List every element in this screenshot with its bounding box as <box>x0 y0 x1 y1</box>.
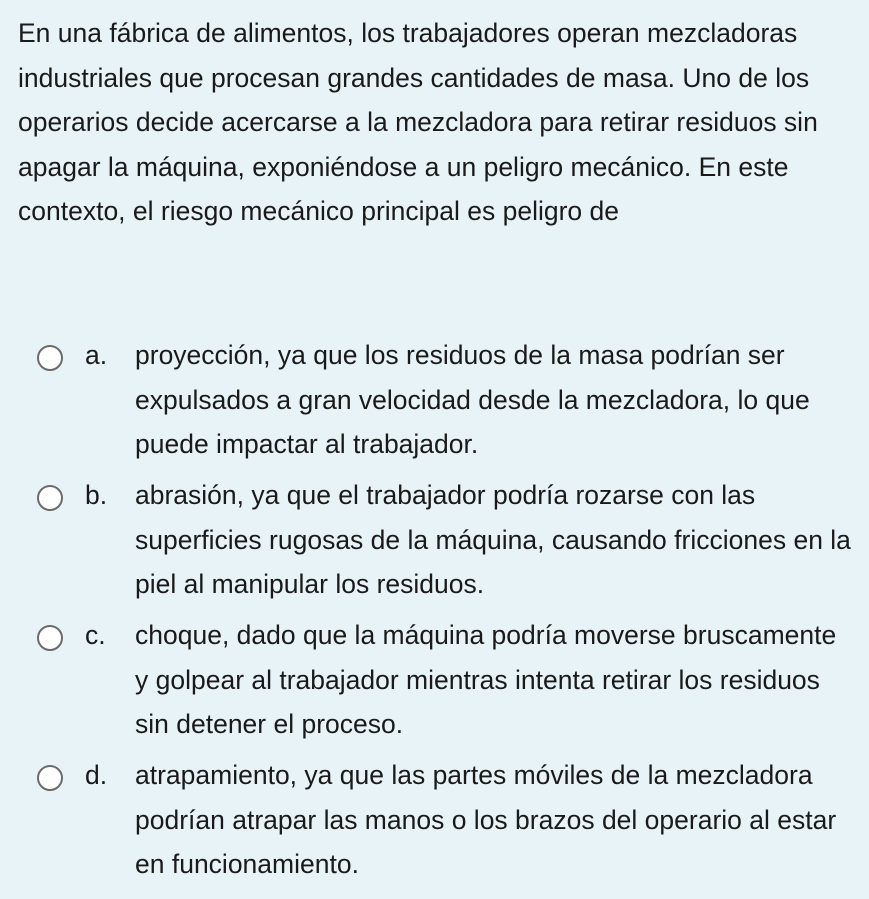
option-c-text: choque, dado que la máquina podría moverse bruscamente y golpear al trabajador mientras intenta retirar los residuos sin detener el proceso. <box>135 620 837 739</box>
option-c-radio[interactable] <box>37 625 63 651</box>
option-a[interactable] <box>0 333 869 473</box>
option-d-letter: d. <box>85 760 108 790</box>
answer-options <box>0 333 869 893</box>
option-d[interactable] <box>0 753 869 893</box>
option-c-letter: c. <box>85 620 106 650</box>
option-d-radio[interactable] <box>37 765 63 791</box>
option-a-text: proyección, ya que los residuos de la masa podrían ser expulsados a gran velocidad desde la mezcladora, lo que puede impactar al trabajador. <box>135 340 810 459</box>
option-b-letter: b. <box>85 480 108 510</box>
option-b-radio[interactable] <box>37 485 63 511</box>
option-b-text: abrasión, ya que el trabajador podría rozarse con las superficies rugosas de la máquina, causando fricciones en la piel al manipular los residuos. <box>135 480 851 599</box>
option-b[interactable] <box>0 473 869 613</box>
option-a-radio[interactable] <box>37 345 63 371</box>
option-d-text: atrapamiento, ya que las partes móviles de la mezcladora podrían atrapar las manos o los brazos del operario al estar en funcionamiento. <box>135 760 837 879</box>
option-c[interactable] <box>0 613 869 753</box>
option-a-letter: a. <box>85 340 108 370</box>
question-text: En una fábrica de alimentos, los trabajadores operan mezcladoras industriales que procesan grandes cantidades de masa. Uno de los operarios decide acercarse a la mezcladora para retirar residuos sin apagar la máquina, exponiéndose a un peligro mecánico. En este contexto, el riesgo mecánico principal es peligro de <box>18 18 818 226</box>
